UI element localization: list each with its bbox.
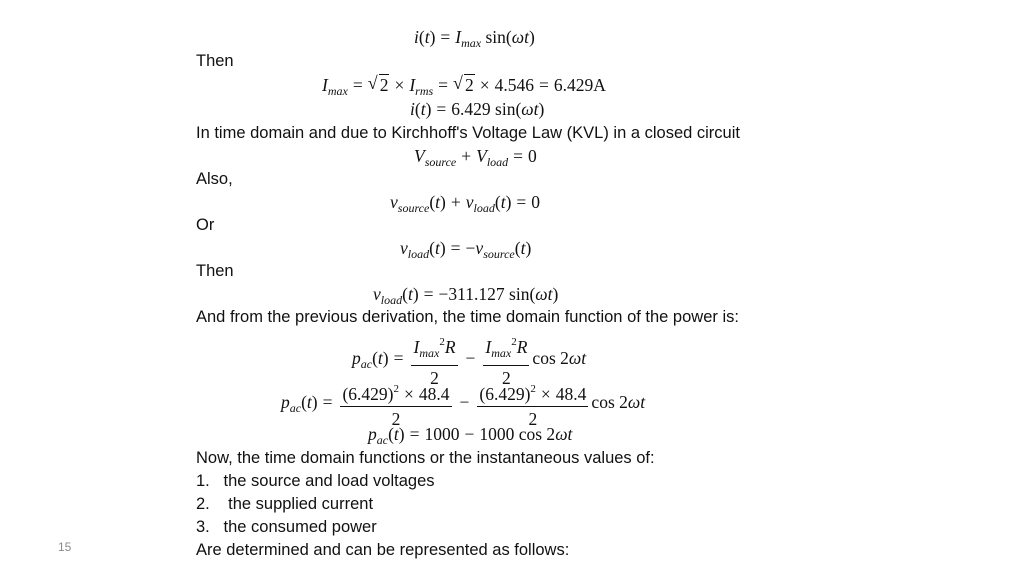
power-amplitude: 1000 xyxy=(479,424,515,444)
list-item: 3. the consumed power xyxy=(196,518,377,536)
equation-power-numeric: $p_{ac}(t)$ = $\frac{(6.429)^2 \times 48.4}{2}$ − $\frac{(6.429)^2 \times 48.4}{2}$ cos 2ωt xyxy=(281,378,645,430)
sqrt-symbol: √ 2 xyxy=(367,73,389,95)
text-or: Or xyxy=(196,216,215,234)
equation-kvl-phasor: $V_{source} + V_{load} = 0$ xyxy=(414,146,537,169)
vpeak-value: 311.127 xyxy=(448,284,505,304)
equation-vload-numeric: $v_{load}(t) = -311.127$ sin(ωt) xyxy=(373,284,559,307)
text-power-intro: And from the previous derivation, the time domain function of the power is: xyxy=(196,308,739,326)
page-number: 15 xyxy=(58,540,72,554)
equation-kvl-time: $v_{source}(t) + v_{load}(t) = 0$ xyxy=(390,192,541,215)
text-kvl-intro: In time domain and due to Kirchhoff's Voltage Law (KVL) in a closed circuit xyxy=(196,124,740,142)
equation-imax: $I_{max}$ = √ $2 \times I_{rms}$ = √ 2 × 4.546 = 6.429A xyxy=(322,73,606,98)
sqrt-symbol: √ 2 xyxy=(453,73,474,95)
equation-power-final: $p_{ac}(t) = 1000 - 1000$ cos 2ωt xyxy=(368,424,573,447)
power-average: 1000 xyxy=(424,424,460,444)
equation-current-numeric: i(t) = 6.429 sin(ωt) xyxy=(410,99,545,119)
amp-unit: A xyxy=(593,75,606,95)
text-also: Also, xyxy=(196,170,233,188)
imax-value: 6.429 xyxy=(553,75,594,95)
text-conclusion: Are determined and can be represented as follows: xyxy=(196,541,570,559)
text-then-2: Then xyxy=(196,262,234,280)
irms-value: 4.546 xyxy=(494,75,535,95)
fraction: $\frac{(6.429)^2 \times 48.4}{2}$ xyxy=(340,378,451,430)
equation-current-general: $i(t) = I_{max}$ sin(ωt) xyxy=(414,27,535,50)
list-item: 2. the supplied current xyxy=(196,495,374,513)
fraction: $\frac{I_{max}^2R}{2}$ xyxy=(483,331,529,389)
list-item: 1. the source and load voltages xyxy=(196,472,435,490)
fraction: $\frac{(6.429)^2 \times 48.4}{2}$ xyxy=(477,378,588,430)
text-now: Now, the time domain functions or the instantaneous values of: xyxy=(196,449,655,467)
text-then-1: Then xyxy=(196,52,234,70)
equation-power-symbolic: $p_{ac}(t)$ = $\frac{I_{max}^2R}{2}$ − $\frac{I_{max}^2R}{2}$ cos 2ωt xyxy=(352,331,586,389)
equation-vload-relation: $v_{load}(t) = -v_{source}(t)$ xyxy=(400,238,532,261)
fraction: $\frac{I_{max}^2R}{2}$ xyxy=(411,331,457,389)
